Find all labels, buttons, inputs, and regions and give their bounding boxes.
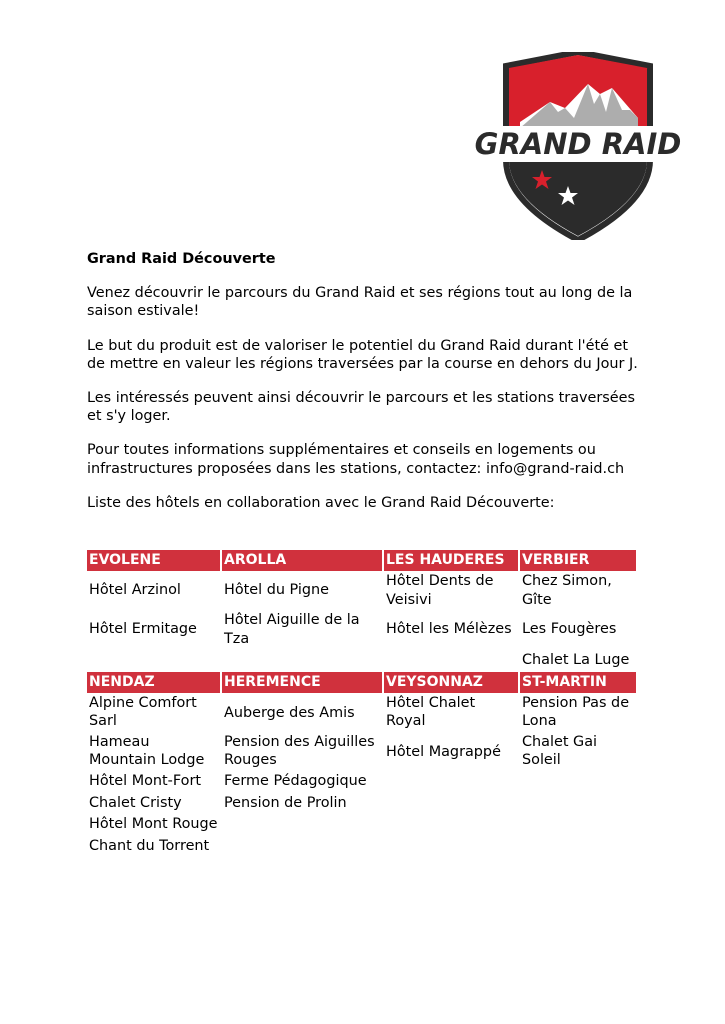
list-item: Ferme Pédagogique [224, 773, 367, 789]
list-item: Chalet Cristy [89, 794, 182, 811]
table-cell: Hôtel Ermitage [89, 621, 197, 638]
list-item: Hôtel Mont-Fort [89, 773, 201, 789]
list-item: Hôtel Mont Rouge [89, 816, 218, 832]
list-item: Auberge des Amis [224, 705, 355, 722]
list-item: Alpine Comfort Sarl [89, 695, 197, 730]
table-cell [87, 649, 220, 671]
table2-header-row [87, 671, 638, 693]
table-row [87, 649, 638, 671]
paragraph-contact: Pour toutes informations supplémentaires et conseils en logements ou infrastructures proposées dans les stations, contactez: info@grand-raid.ch [87, 442, 625, 477]
header-verbier: VERBIER [520, 549, 636, 571]
table-cell: Hôtel les Mélèzes [386, 621, 512, 638]
table-cell: Les Fougères [522, 621, 617, 638]
logo-text: GRAND RAID [474, 127, 682, 161]
table-cell: Hôtel Aiguille de la Tza [224, 612, 360, 647]
header-evolene: EVOLENE [87, 549, 220, 571]
list-item: Chant du Torrent [89, 837, 210, 854]
header-arolla: AROLLA [222, 549, 382, 571]
list-item: Chalet Gai Soleil [522, 734, 598, 769]
table-cell: Chalet La Luge [522, 651, 630, 668]
header-st-martin: ST-MARTIN [520, 671, 636, 693]
table-cell [384, 649, 518, 671]
list-item: Pension Pas de Lona [522, 695, 630, 730]
table1-header-row [87, 549, 638, 571]
table-row [87, 571, 638, 610]
hotel-table [87, 549, 638, 858]
header-veysonnaz: VEYSONNAZ [384, 671, 518, 693]
table-cell: Hôtel Arzinol [89, 582, 181, 599]
header-nendaz: NENDAZ [87, 671, 220, 693]
heremence-list [222, 694, 382, 858]
paragraph-list-intro: Liste des hôtels en collaboration avec le Grand Raid Découverte: [87, 494, 555, 511]
veysonnaz-list [384, 694, 518, 858]
list-item: Pension des Aiguilles Rouges [224, 734, 375, 769]
paragraph-goal: Le but du produit est de valoriser le potentiel du Grand Raid durant l'été et de mettre en valeur les régions traversées par la course en dehors du Jour J. [87, 337, 638, 372]
nendaz-list [87, 694, 220, 858]
table-cell: Chez Simon, Gîte [522, 573, 612, 608]
list-item: Hôtel Magrappé [386, 744, 501, 761]
paragraph-intro: Venez découvrir le parcours du Grand Raid et ses régions tout au long de la saison estivale! [87, 285, 633, 320]
table-cell: Hôtel Dents de Veisivi [386, 573, 494, 608]
paragraph-interested: Les intéressés peuvent ainsi découvrir le parcours et les stations traversées et s'y loger. [87, 390, 636, 425]
header-heremence: HEREMENCE [222, 671, 382, 693]
document-body [87, 250, 647, 528]
header-les-hauderes: LES HAUDERES [384, 549, 518, 571]
table-cell: Hôtel du Pigne [224, 582, 329, 599]
grand-raid-logo [470, 52, 686, 240]
list-item: Hameau Mountain Lodge [89, 734, 205, 769]
table2-body [87, 694, 638, 858]
st-martin-list [520, 694, 636, 858]
table-row [87, 610, 638, 649]
document-title: Grand Raid Découverte [87, 251, 276, 267]
list-item: Hôtel Chalet Royal [386, 695, 476, 730]
list-item: Pension de Prolin [224, 794, 347, 811]
table-cell [222, 649, 382, 671]
